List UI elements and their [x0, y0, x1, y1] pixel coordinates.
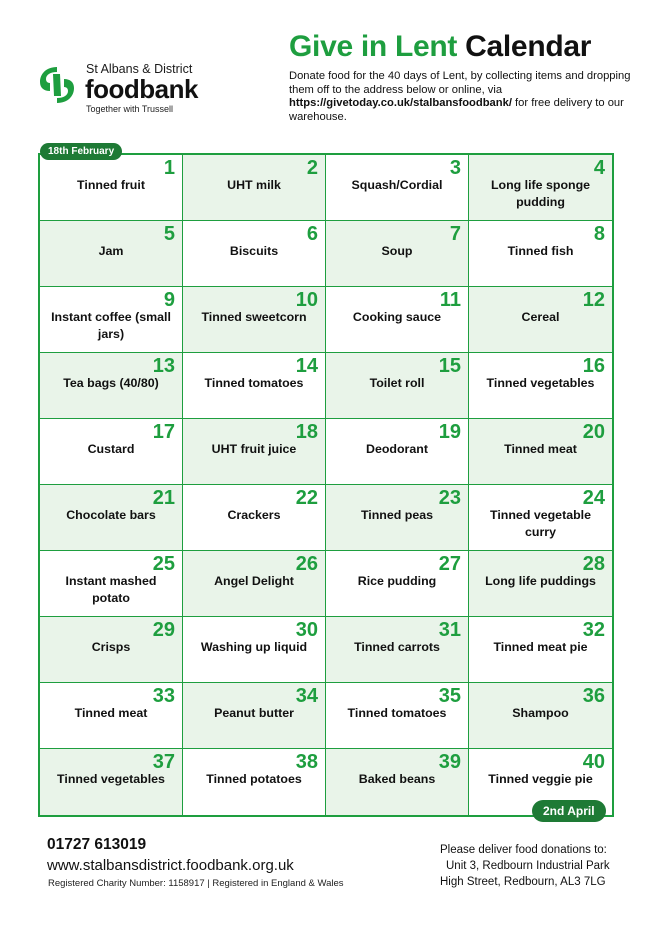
- day-number: 25: [152, 553, 175, 575]
- page-title: [289, 30, 591, 64]
- day-item: Tinned fruit: [77, 178, 145, 192]
- start-date-badge: 18th February: [40, 143, 122, 160]
- calendar-day: [326, 155, 469, 221]
- day-number: 37: [152, 751, 175, 773]
- day-item: Tinned tomatoes: [347, 706, 447, 720]
- day-item: UHT fruit juice: [211, 442, 297, 456]
- day-number: 24: [582, 487, 605, 509]
- day-item: Crisps: [91, 640, 131, 654]
- calendar-day: [183, 287, 326, 353]
- day-item: Baked beans: [358, 772, 436, 786]
- day-number: 35: [438, 685, 461, 707]
- calendar-day: [40, 155, 183, 221]
- tagline: Together with Trussell: [86, 104, 174, 114]
- calendar-day: [326, 551, 469, 617]
- day-number: 26: [295, 553, 318, 575]
- day-number: 34: [295, 685, 318, 707]
- phone-number[interactable]: 01727 613019: [47, 836, 147, 853]
- day-item: Crackers: [227, 508, 281, 522]
- day-item: Squash/Cordial: [351, 178, 443, 192]
- day-item: Tinned fish: [507, 244, 574, 258]
- address-line-1: Unit 3, Redbourn Industrial Park: [446, 860, 610, 872]
- day-number: 6: [306, 223, 318, 245]
- day-number: 38: [295, 751, 318, 773]
- day-item: Tinned potatoes: [206, 772, 302, 786]
- day-number: 40: [582, 751, 605, 773]
- calendar-day: [469, 617, 612, 683]
- day-number: 7: [449, 223, 461, 245]
- day-item: Tinned peas: [360, 508, 434, 522]
- day-number: 3: [449, 157, 461, 179]
- calendar-day: [469, 221, 612, 287]
- day-number: 13: [152, 355, 175, 377]
- day-number: 10: [295, 289, 318, 311]
- calendar-day: [183, 485, 326, 551]
- day-item: Tinned veggie pie: [488, 772, 593, 786]
- calendar-day: [183, 551, 326, 617]
- day-item: Long life puddings: [485, 574, 596, 588]
- day-item: Tinned vegetables: [486, 376, 595, 390]
- day-number: 31: [438, 619, 461, 641]
- day-item: Rice pudding: [357, 574, 437, 588]
- day-number: 20: [582, 421, 605, 443]
- day-item: Deodorant: [366, 442, 428, 456]
- calendar-day: [40, 617, 183, 683]
- calendar-day: [469, 353, 612, 419]
- day-item: Chocolate bars: [66, 508, 156, 522]
- foodbank-s-logo-icon: [36, 64, 78, 106]
- calendar-day: [326, 287, 469, 353]
- title-green: Give in Lent: [289, 30, 458, 63]
- day-number: 15: [438, 355, 461, 377]
- calendar-day: [469, 155, 612, 221]
- calendar-day: [326, 419, 469, 485]
- day-item: Long life sponge pudding: [490, 178, 591, 209]
- delivery-address: [440, 842, 610, 890]
- day-number: 30: [295, 619, 318, 641]
- day-item: Washing up liquid: [200, 640, 308, 654]
- brand-wordmark: foodbank: [85, 74, 198, 104]
- day-item: Tinned carrots: [354, 640, 440, 654]
- end-date-badge: 2nd April: [532, 800, 606, 822]
- day-number: 21: [152, 487, 175, 509]
- day-item: Cooking sauce: [352, 310, 442, 324]
- day-item: Toilet roll: [369, 376, 425, 390]
- calendar-day: [469, 683, 612, 749]
- donate-link[interactable]: https://givetoday.co.uk/stalbansfoodbank/: [289, 97, 512, 109]
- day-item: Tinned sweetcorn: [201, 310, 307, 324]
- day-item: Tinned meat: [74, 706, 148, 720]
- day-number: 39: [438, 751, 461, 773]
- calendar-day: [469, 551, 612, 617]
- day-number: 1: [163, 157, 175, 179]
- day-item: UHT milk: [227, 178, 281, 192]
- day-item: Tinned tomatoes: [204, 376, 304, 390]
- calendar-day: [40, 221, 183, 287]
- delivery-heading: Please deliver food donations to:: [440, 844, 607, 856]
- day-item: Tinned meat pie: [493, 640, 588, 654]
- calendar-day: [40, 683, 183, 749]
- day-number: 18: [295, 421, 318, 443]
- day-item: Tea bags (40/80): [63, 376, 159, 390]
- day-item: Cereal: [521, 310, 560, 324]
- calendar-day: [183, 221, 326, 287]
- day-item: Shampoo: [512, 706, 569, 720]
- day-number: 8: [593, 223, 605, 245]
- day-number: 33: [152, 685, 175, 707]
- day-number: 17: [152, 421, 175, 443]
- website-link[interactable]: www.stalbansdistrict.foodbank.org.uk: [47, 857, 294, 874]
- day-item: Angel Delight: [214, 574, 294, 588]
- day-number: 36: [582, 685, 605, 707]
- day-number: 14: [295, 355, 318, 377]
- day-item: Tinned vegetables: [57, 772, 165, 786]
- day-number: 19: [438, 421, 461, 443]
- day-number: 11: [439, 289, 461, 311]
- calendar-day: [183, 353, 326, 419]
- foodbank-logo: [36, 62, 226, 122]
- calendar-day: [326, 683, 469, 749]
- day-number: 29: [152, 619, 175, 641]
- day-number: 27: [438, 553, 461, 575]
- intro-before: Donate food for the 40 days of Lent, by collecting items and dropping them off to the address below or online, via: [289, 70, 631, 96]
- day-item: Instant coffee (small jars): [51, 310, 171, 341]
- day-item: Peanut butter: [214, 706, 294, 720]
- intro-text: [289, 70, 634, 124]
- calendar-day: [183, 683, 326, 749]
- day-number: 28: [582, 553, 605, 575]
- day-number: 9: [163, 289, 175, 311]
- calendar-day: [183, 749, 326, 815]
- charity-info: Registered Charity Number: 1158917 | Registered in England & Wales: [48, 878, 344, 889]
- calendar-day: [40, 485, 183, 551]
- calendar-day: [40, 287, 183, 353]
- title-black: Calendar: [457, 30, 592, 63]
- day-number: 16: [582, 355, 605, 377]
- calendar-day: [183, 419, 326, 485]
- calendar-day: [326, 221, 469, 287]
- calendar-day: [469, 485, 612, 551]
- calendar-day: [40, 551, 183, 617]
- calendar-grid: [38, 153, 614, 817]
- day-item: Soup: [381, 244, 413, 258]
- calendar-day: [469, 419, 612, 485]
- calendar-day: [469, 287, 612, 353]
- calendar-day: [183, 617, 326, 683]
- calendar-day: [40, 749, 183, 815]
- day-item: Instant mashed potato: [65, 574, 157, 605]
- day-item: Tinned vegetable curry: [490, 508, 591, 539]
- day-number: 23: [438, 487, 461, 509]
- day-number: 22: [295, 487, 318, 509]
- day-number: 5: [163, 223, 175, 245]
- day-item: Custard: [87, 442, 135, 456]
- calendar-day: [326, 617, 469, 683]
- day-item: Tinned meat: [504, 442, 577, 456]
- calendar-day: [40, 353, 183, 419]
- day-number: 12: [582, 289, 605, 311]
- day-item: Biscuits: [229, 244, 279, 258]
- intro-after: for free delivery to our warehouse.: [289, 97, 624, 123]
- address-line-2: High Street, Redbourn, AL3 7LG: [440, 876, 606, 888]
- org-name: St Albans & District: [86, 62, 193, 76]
- calendar-day: [326, 749, 469, 815]
- calendar-day: [326, 353, 469, 419]
- day-number: 4: [593, 157, 605, 179]
- day-number: 32: [582, 619, 605, 641]
- calendar-day: [183, 155, 326, 221]
- calendar-day: [40, 419, 183, 485]
- day-number: 2: [306, 157, 318, 179]
- calendar-day: [326, 485, 469, 551]
- day-item: Jam: [98, 244, 124, 258]
